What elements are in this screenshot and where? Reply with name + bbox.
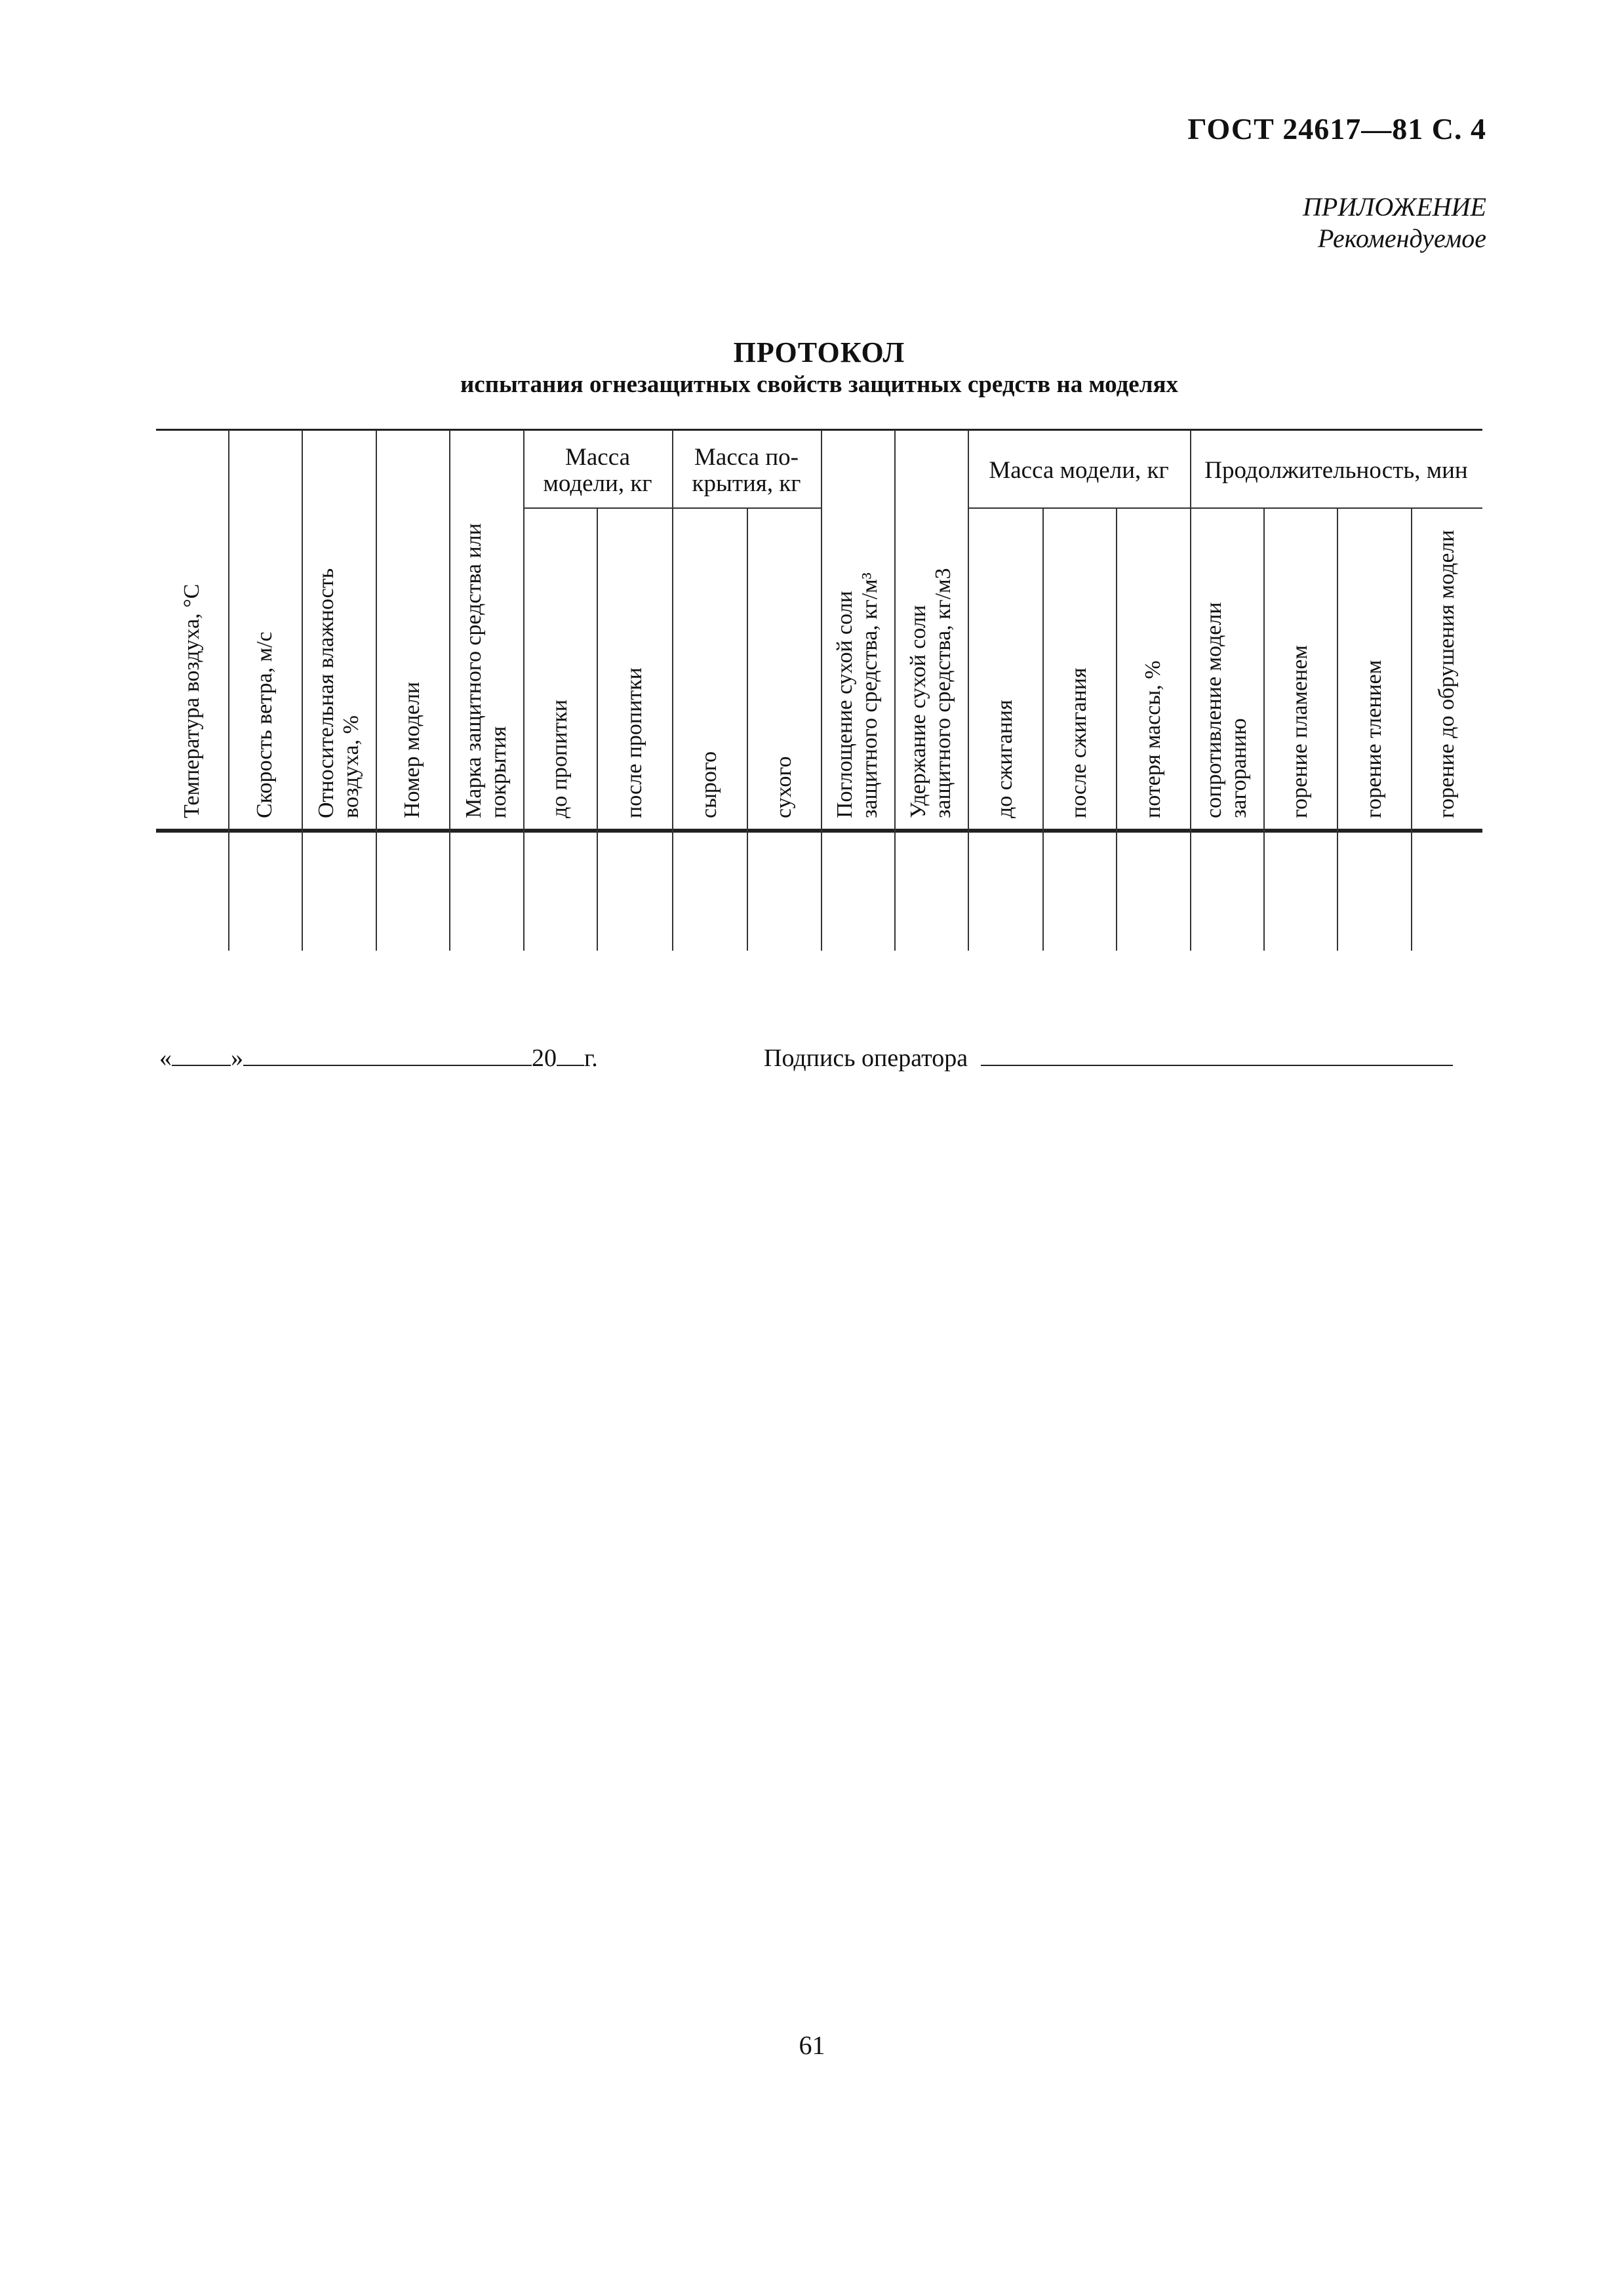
appendix-label: ПРИЛОЖЕНИЕ bbox=[1303, 192, 1486, 222]
table-header-rule bbox=[156, 829, 1482, 833]
column-header-relative-humidity: Относительная влажность воздуха, % bbox=[313, 568, 363, 818]
column-header-mass-loss: потеря массы, % bbox=[1140, 660, 1165, 818]
signature-label: Подпись оператора bbox=[764, 1044, 968, 1072]
protocol-subheading: испытания огнезащитных свойств защитных средств на моделях bbox=[460, 371, 1179, 398]
column-header-before-burning: до сжигания bbox=[993, 700, 1017, 818]
column-header-smoldering: горение тлением bbox=[1361, 660, 1386, 818]
date-quote-open: « bbox=[159, 1044, 172, 1072]
column-header-salt-retention: Удержание сухой соли защитного средства, кг/м3 bbox=[906, 568, 955, 818]
year-prefix: 20 bbox=[532, 1044, 557, 1072]
column-header-flame-burning: горение пламенем bbox=[1288, 645, 1312, 818]
column-header-wet-coating: сырого bbox=[697, 751, 721, 818]
group-header-burn-mass: Масса модели, кг bbox=[989, 457, 1169, 484]
appendix-type: Рекомендуемое bbox=[1317, 224, 1486, 253]
column-header-dry-coating: сухого bbox=[771, 756, 796, 818]
year-blank bbox=[557, 1041, 584, 1066]
year-suffix: г. bbox=[584, 1044, 598, 1072]
column-header-after-burning: после сжигания bbox=[1067, 667, 1091, 818]
appendix-block bbox=[1303, 191, 1486, 254]
column-header-burning-to-collapse: горение до обрушения модели bbox=[1434, 530, 1459, 818]
signature-blank bbox=[981, 1041, 1453, 1066]
column-header-air-temperature: Температура воздуха, °С bbox=[180, 584, 204, 818]
date-quote-close: » bbox=[231, 1044, 243, 1072]
signature-line bbox=[764, 1041, 1453, 1073]
column-header-after-impregnation: после пропитки bbox=[622, 667, 646, 818]
column-header-salt-absorption: Поглощение сухой соли защитного средства, кг/м³ bbox=[833, 572, 882, 818]
group-header-coating-mass: Масса по-крытия, кг bbox=[692, 444, 801, 497]
column-header-agent-brand: Марка защитного средства или покрытия bbox=[461, 523, 511, 818]
month-blank bbox=[243, 1041, 532, 1066]
document-code: ГОСТ 24617—81 С. 4 bbox=[1187, 112, 1486, 146]
column-header-model-number: Номер модели bbox=[400, 681, 424, 818]
page-number: 61 bbox=[799, 2030, 825, 2060]
column-header-ignition-resistance: сопротивление модели загоранию bbox=[1202, 602, 1251, 818]
protocol-title bbox=[156, 336, 1482, 400]
column-header-before-impregnation: до пропитки bbox=[547, 700, 572, 818]
day-blank bbox=[172, 1041, 231, 1066]
group-header-duration: Продолжительность, мин bbox=[1204, 457, 1468, 484]
date-line bbox=[159, 1041, 598, 1073]
group-header-model-mass: Масса модели, кг bbox=[543, 444, 652, 497]
column-header-wind-speed: Скорость ветра, м/с bbox=[252, 631, 277, 818]
protocol-heading: ПРОТОКОЛ bbox=[733, 336, 905, 368]
